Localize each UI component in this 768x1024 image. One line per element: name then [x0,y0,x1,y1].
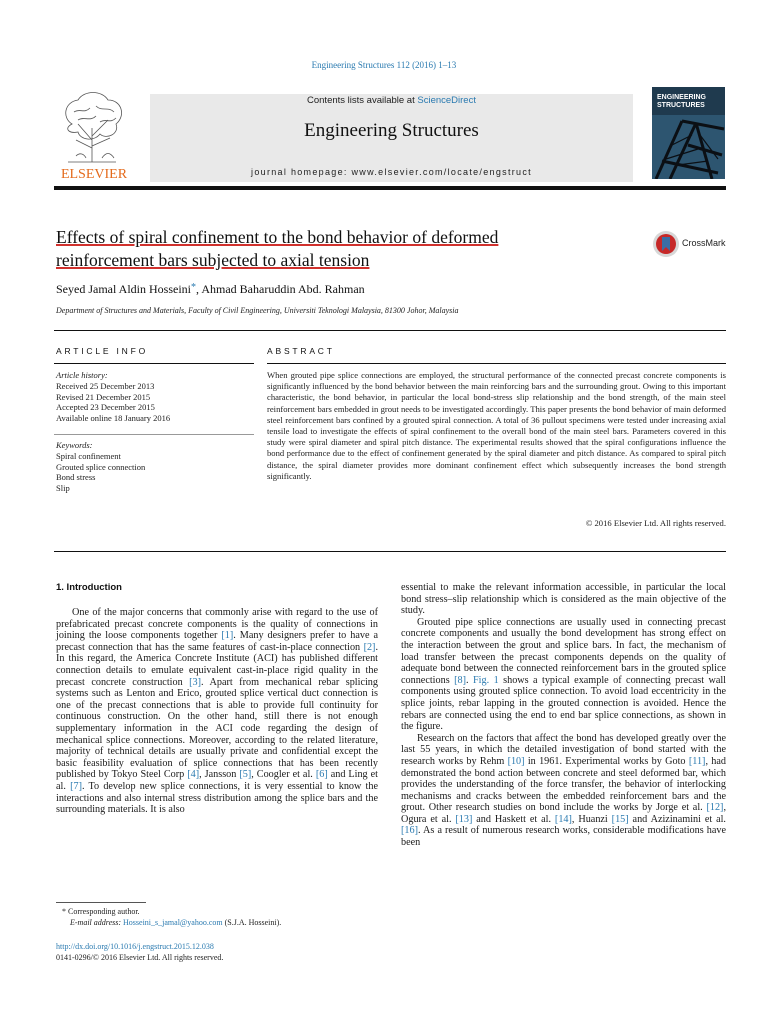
elsevier-tree-logo [54,88,134,180]
section-divider [54,551,726,552]
author-list [56,282,365,297]
keywords [56,440,145,494]
history-item: Accepted 23 December 2015 [56,402,155,413]
reference-link[interactable]: [14] [554,813,572,825]
reference-link[interactable]: [4] [187,769,200,781]
article-history [56,370,170,424]
section-heading-introduction: 1. Introduction [56,582,122,593]
author-name[interactable]: Ahmad Baharuddin Abd. Rahman [201,282,365,296]
reference-link[interactable]: [6] [315,769,328,781]
author-separator: , [196,282,202,296]
reference-link[interactable]: [13] [455,813,473,825]
crossmark-badge[interactable] [652,229,768,261]
contents-availability [150,95,633,106]
history-item: Available online 18 January 2016 [56,413,171,424]
reference-link[interactable]: [15] [611,813,629,825]
body-paragraph: essential to make the relevant information accessible, in particular the local bond stress–slip relationship which is considered as the main objective of the study. [401,582,726,617]
body-left-column [56,607,378,816]
body-paragraph: Research on the factors that affect the bond has developed greatly over the last 55 years, in which the detailed investigation of bond started with the research works by Rehm [10] in 1961. Experimental works by Goto [11], had demonstrated the bond action between concrete and steel deformed bar, which provides the understanding of the force transfer, the behavior of interlocking mechanisms and cracks between the embedded reinforcement bars and the grout. Other research studies on bond include the works by Jorge et al. [12], Ogura et al. [13] and Haskett et al. [14], Huanzi [15] and Azizinamini et al. [16]. As a result of numerous research works, considerable modifications have been [401,732,727,849]
email-link[interactable]: Hosseini_s_jamal@yahoo.com [123,918,223,927]
abstract-copyright: © 2016 Elsevier Ltd. All rights reserved. [585,518,726,528]
corresponding-author-mark[interactable]: * [191,282,196,293]
contents-prefix: Contents lists available at [307,95,418,106]
reference-link[interactable]: [3] [189,676,202,688]
reference-link[interactable]: [10] [507,755,525,767]
body-paragraph: One of the major concerns that commonly arise with regard to the use of prefabricated precast concrete components is the quality of connections in joining the loose components together [1]. Many designers prefer to have a precast connection that has the same features of cast-in-place connection [2]. In this regard, the America Concrete Institute (ACI) has published different connection details to emulate equivalent cast-in-place rigid quality in the precast concrete construction [3]. Apart from mechanical rebar splicing systems such as Lenton and Erico, grouted splice vertical duct connection is one of the precast connections that is able to provide full continuity for continuous construction. On the other hand, still there is not enough supplementary information in the ACI code regarding the design of mechanical splice connections. Moreover, according to the related literature, majority of technical details are usually private and confidential except the basic feasibility evaluation of splice connections that has been recently published by Tokyo Steel Corp [4], Jansson [5], Coogler et al. [6] and Ling et al. [7]. To develop new splice connections, it is very essential to know the interactions and also internal stress distribution among the splice bars and the surrounding materials. It is also [56,607,378,816]
keywords-rule [54,434,254,435]
cover-structure-art [652,115,725,179]
abstract-text: When grouted pipe splice connections are employed, the structural performance of the connected precast concrete components is significantly influenced by the bond behavior between the main reinforcing bars and the surrounding grout. Owing to this important characteristic, the bond behavior, in particular the local bond-stress slip relationship and the bond strength, of the main steel reinforcement bars embedded in grout needs to be investigated accordingly. This paper presents the bond behavior of main deformed steel reinforcement bars confined by a grouted spiral connection. A total of 36 pullout specimens were tested under increasing axial tensile load to investigate the effects of spiral confinement to the overall bond of the main steel bars. Parameters covered in this study were spiral diameter and spiral pitch distance. The experimental results showed that the spiral configurations influence the bond performance due to the effect of confinement generated by the spiral diameter and pitch distance. As compared to spiral pitch distance, the spiral diameter provides more dominant confinement effect which subsequently increases the bond strength significantly. [267,370,726,481]
article-identifiers [56,941,386,963]
keyword-item: Grouted splice connection [56,461,146,472]
article-info-heading: ARTICLE INFO [56,346,149,356]
journal-title: Engineering Structures [304,120,479,141]
reference-link[interactable]: [12] [706,802,724,814]
journal-cover-image [652,87,725,179]
crossmark-icon [652,229,680,259]
sciencedirect-link[interactable]: ScienceDirect [417,95,476,106]
publisher-name: ELSEVIER [60,167,128,180]
keyword-item: Slip [56,483,70,494]
reference-link[interactable]: [8] [454,674,466,686]
body-paragraph: Grouted pipe splice connections are usually used in connecting precast concrete components and usually the bond development has strong effect on the interaction between the grout and splice bars. In fact, the mechanism of load transfer between the precast components depends on the quality of adequate bond between the connected reinforcement bars in the grouted splice connections [8]. Fig. 1 shows a typical example of connecting precast wall components using grouted splice connection. To avoid load eccentricity in the splice joints, rebar lapping in the grouted connection is avoided. Hence the rebars are connected using the end to end bar splice connections, as shown in the figure. [401,616,727,733]
reference-link[interactable]: [7] [70,780,82,792]
keyword-item: Bond stress [56,472,96,483]
reference-link[interactable]: [2] [363,641,376,653]
keyword-item: Spiral confinement [56,450,121,461]
cover-title: ENGINEERING STRUCTURES [657,94,707,109]
author-email: E-mail address: Hosseini_s_jamal@yahoo.com (S.J.A. Hosseini). [70,918,282,927]
figure-link[interactable]: Fig. 1 [473,674,499,686]
history-item: Revised 21 December 2015 [56,391,151,402]
abstract-rule [267,363,726,364]
footnote [56,906,386,928]
article-title [56,226,616,272]
reference-link[interactable]: [5] [239,769,252,781]
author-name[interactable]: Seyed Jamal Aldin Hosseini [56,282,191,296]
corresponding-author-note: * Corresponding author. [62,907,140,916]
reference-link[interactable]: [16] [401,825,418,837]
journal-citation[interactable]: Engineering Structures 112 (2016) 1–13 [311,60,457,70]
body-right-column [401,582,726,849]
section-divider [54,330,726,331]
keywords-label: Keywords: [56,440,93,450]
crossmark-label: CrossMark [682,238,726,248]
reference-link[interactable]: [11] [688,755,706,767]
issn-copyright: 0141-0296/© 2016 Elsevier Ltd. All rights reserved. [56,953,224,962]
article-title-line-2: reinforcement bars subjected to axial tension [56,250,370,270]
journal-homepage[interactable]: journal homepage: www.elsevier.com/locate/engstruct [251,167,532,177]
footnote-rule [56,902,146,903]
header-divider [54,186,726,190]
article-info-rule [54,363,254,364]
article-title-line-1: Effects of spiral confinement to the bond behavior of deformed [56,227,499,247]
reference-link[interactable]: [1] [221,630,234,642]
abstract-heading: ABSTRACT [267,346,335,356]
doi-link[interactable]: http://dx.doi.org/10.1016/j.engstruct.2015.12.038 [56,942,214,951]
history-item: Received 25 December 2013 [56,380,155,391]
article-history-label: Article history: [56,370,108,380]
author-affiliation: Department of Structures and Materials, Faculty of Civil Engineering, Universiti Teknologi Malaysia, 81300 Johor, Malaysia [56,306,459,315]
